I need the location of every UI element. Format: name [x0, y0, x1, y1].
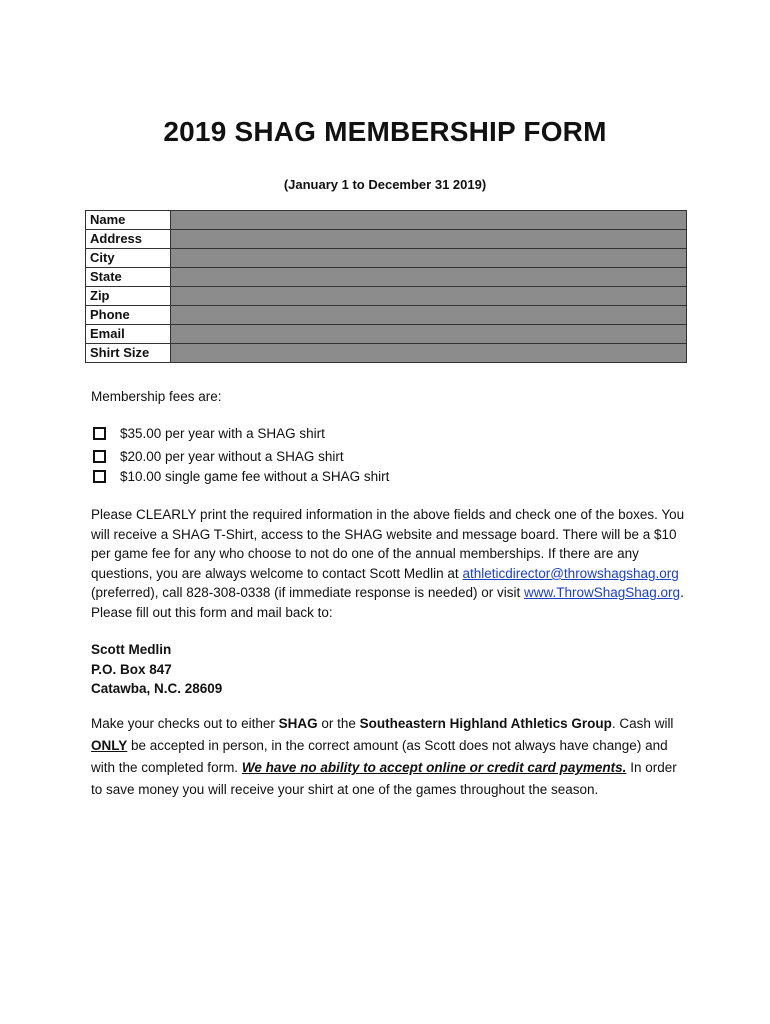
- payment-text: Make your checks out to either: [91, 716, 279, 731]
- instructions-text: Please CLEARLY print the required information in the above fields and check one of the boxes. You will receive a SHAG T-Shirt, access to the SHAG website and message board. There will be a $10 per game fee for any who choose to not do one of the annual memberships. If there are any questions, you are always welcome to contact Scott Medlin at: [91, 507, 685, 581]
- field-row-zip: [86, 287, 687, 306]
- field-label-name: Name: [86, 211, 171, 230]
- payment-text: . Cash will: [611, 716, 674, 731]
- field-row-state: [86, 268, 687, 287]
- field-label-shirt-size: Shirt Size: [86, 344, 171, 363]
- fee-option-checkbox[interactable]: [93, 450, 106, 463]
- name-field[interactable]: [171, 211, 687, 230]
- website-link[interactable]: www.ThrowShagShag.org: [523, 585, 681, 601]
- payment-group-name: Southeastern Highland Athletics Group: [359, 716, 612, 731]
- email-field[interactable]: [171, 325, 687, 344]
- address-city-state-zip: Catawba, N.C. 28609: [91, 681, 223, 697]
- field-label-state: State: [86, 268, 171, 287]
- state-field[interactable]: [171, 268, 687, 287]
- field-label-phone: Phone: [86, 306, 171, 325]
- payment-shag: SHAG: [278, 716, 318, 731]
- payment-paragraph: [91, 713, 691, 801]
- page-title: 2019 SHAG MEMBERSHIP FORM: [163, 116, 607, 147]
- email-link[interactable]: athleticdirector@throwshagshag.org: [462, 565, 679, 581]
- fee-option-label: $10.00 single game fee without a SHAG shirt: [120, 469, 390, 484]
- fee-option-checkbox[interactable]: [93, 470, 106, 483]
- address-po-box: P.O. Box 847: [91, 661, 172, 677]
- fee-option-with-shirt: [91, 426, 325, 441]
- payment-text: or the: [317, 716, 360, 731]
- fee-option-without-shirt: [91, 449, 344, 464]
- field-row-city: [86, 249, 687, 268]
- instructions-text: . Please fill out this form and mail back to:: [91, 585, 684, 620]
- field-row-phone: [86, 306, 687, 325]
- field-label-email: Email: [86, 325, 171, 344]
- field-row-email: [86, 325, 687, 344]
- fees-intro-text: Membership fees are:: [91, 389, 222, 404]
- payment-text: be accepted in person, in the correct amount (as Scott does not always have change) and with the completed form.: [91, 738, 668, 775]
- fee-option-label: $35.00 per year with a SHAG shirt: [120, 426, 325, 441]
- shirt-size-field[interactable]: [171, 344, 687, 363]
- zip-field[interactable]: [171, 287, 687, 306]
- instructions-paragraph: [91, 505, 691, 623]
- city-field[interactable]: [171, 249, 687, 268]
- phone-field[interactable]: [171, 306, 687, 325]
- field-label-zip: Zip: [86, 287, 171, 306]
- field-row-shirt-size: [86, 344, 687, 363]
- fee-option-checkbox[interactable]: [93, 427, 106, 440]
- address-field[interactable]: [171, 230, 687, 249]
- member-info-table: [85, 210, 687, 363]
- fee-option-label: $20.00 per year without a SHAG shirt: [120, 449, 344, 464]
- field-label-city: City: [86, 249, 171, 268]
- fee-option-single-game: [91, 469, 389, 484]
- payment-text: In order to save money you will receive your shirt at one of the games throughout the season.: [91, 760, 677, 797]
- payment-only: ONLY: [91, 738, 128, 753]
- date-range-subtitle: (January 1 to December 31 2019): [283, 177, 487, 192]
- field-row-address: [86, 230, 687, 249]
- field-label-address: Address: [86, 230, 171, 249]
- payment-notice: We have no ability to accept online or credit card payments.: [241, 760, 627, 775]
- field-row-name: [86, 211, 687, 230]
- address-name: Scott Medlin: [91, 642, 172, 657]
- instructions-text: (preferred), call 828-308-0338 (if immediate response is needed) or visit: [91, 585, 524, 601]
- mailing-address: [91, 640, 222, 699]
